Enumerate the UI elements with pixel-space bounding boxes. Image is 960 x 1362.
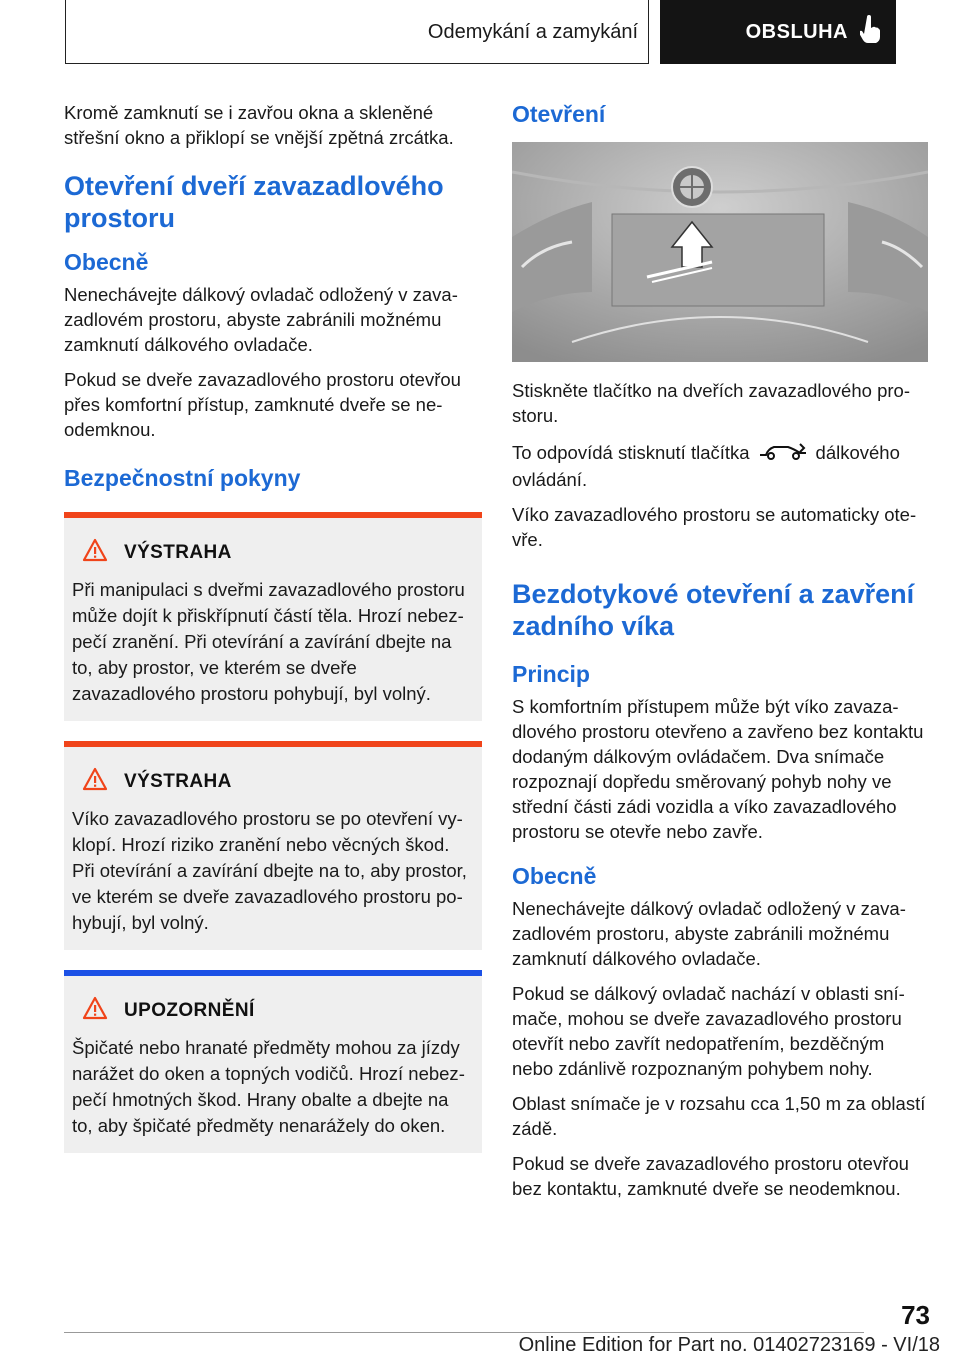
- chapter-label: OBSLUHA: [745, 20, 848, 43]
- warning-text: Víko zavazadlového prostoru se po otevření vyklopí. Hrozí riziko zranění nebo věcných škod. Při otevírání a zavírání dbejte na to, aby prostor, ve kterém se dveře zavazadlového prostoru pohybují, byl volný.: [72, 808, 467, 933]
- general-heading: Obecně: [64, 249, 149, 275]
- general-paragraph-2: Pokud se dveře zavazadlového prostoru otevřou přes komfortní přístup, zamknuté dveře se neodemknou.: [64, 369, 461, 440]
- general-heading: Obecně: [512, 863, 597, 890]
- general-paragraph-4: Pokud se dveře zavazadlového prostoru otevřou bez kontaktu, zamknuté dveře se neodemknou.: [512, 1153, 909, 1200]
- chapter-tab[interactable]: [660, 0, 896, 64]
- principle-paragraph: S komfortním přístupem může být víko zavazadlového prostoru otevřeno a zavřeno bez kontaktu dodaným dálkovým ovládačem. Dva snímače rozpoznají dopředu směrovaný pohyb nohy ve střední části zádi vozidla a víko zavazadlového prostoru se otevře nebo zavře.: [512, 696, 924, 843]
- remote-paragraph: [512, 440, 930, 492]
- contactless-heading: Bezdotykové otevření a zavření zadního víka: [512, 579, 915, 642]
- notice-box: [64, 970, 482, 1153]
- general-paragraph-1: Nenechávejte dálkový ovladač odložený v zavazadlovém prostoru, abyste zabránili možnému zamknutí dálkového ovladače.: [512, 898, 906, 970]
- warning-box: [64, 512, 482, 721]
- warning-triangle-icon: [82, 538, 108, 567]
- page-number: 73: [901, 1300, 930, 1330]
- safety-heading: Bezpečnostní pokyny: [64, 465, 301, 491]
- intro-paragraph: Kromě zamknutí se i zavřou okna a skleněné střešní okno a přiklopí se vnější zpětná zrcátka.: [64, 102, 454, 148]
- warning-title: VÝSTRAHA: [124, 770, 232, 792]
- car-trunk-icon: [758, 441, 808, 467]
- warning-triangle-icon: [82, 767, 108, 796]
- general-paragraph-1: Nenechávejte dálkový ovladač odložený v zavazadlovém prostoru, abyste zabránili možnému zamknutí dálkového ovladače.: [64, 284, 458, 355]
- footer-divider: [64, 1332, 864, 1333]
- notice-text: Špičaté nebo hranaté předměty mohou za jízdy narážet do oken a topných vodičů. Hrozí nebezpečí hmotných škod. Hrany obalte a dbejte na to, aby špičaté předměty nenarážely do oken.: [72, 1037, 465, 1136]
- remote-text-end: dálkového ovládání.: [512, 442, 900, 491]
- general-paragraph-3: Oblast snímače je v rozsahu cca 1,50 m za oblastí zádě.: [512, 1093, 926, 1140]
- general-paragraph-2: Pokud se dálkový ovladač nachází v oblasti snímače, mohou se dveře zavazadlového prostoru otevřít nebo zavřít nedopatřením, bezděčným nebo zdánlivě rozpoznaným pohybem nohy.: [512, 983, 905, 1080]
- trunk-heading: Otevření dveří zavazadlového prostoru: [64, 171, 444, 233]
- edition-text: Online Edition for Part no. 01402723169 - VI/18: [518, 1334, 940, 1356]
- principle-heading: Princip: [512, 661, 590, 688]
- warning-title: VÝSTRAHA: [124, 541, 232, 563]
- press-paragraph: Stiskněte tlačítko na dveřích zavazadlového prostoru.: [512, 380, 910, 426]
- warning-triangle-icon: [82, 996, 108, 1025]
- remote-text-start: To odpovídá stisknutí tlačítka: [512, 442, 750, 463]
- section-title: Odemykání a zamykání: [427, 20, 638, 43]
- hand-pointer-icon: [860, 15, 882, 50]
- warning-text: Při manipulaci s dveřmi zavazadlového prostoru může dojít k přiskřípnutí částí těla. Hrozí nebezpečí zranění. Při otevírání a zavírání dbejte na to, aby prostor, ve kterém se dveře zavazadlového prostoru pohybují, byl volný.: [72, 579, 465, 704]
- trunk-button-photo: [512, 142, 928, 362]
- right-column: [512, 100, 930, 1211]
- auto-open-paragraph: Víko zavazadlového prostoru se automaticky otevře.: [512, 504, 917, 551]
- notice-title: UPOZORNĚNÍ: [124, 999, 255, 1021]
- left-column: [64, 100, 482, 1173]
- open-heading: Otevření: [512, 101, 606, 127]
- warning-box: [64, 741, 482, 950]
